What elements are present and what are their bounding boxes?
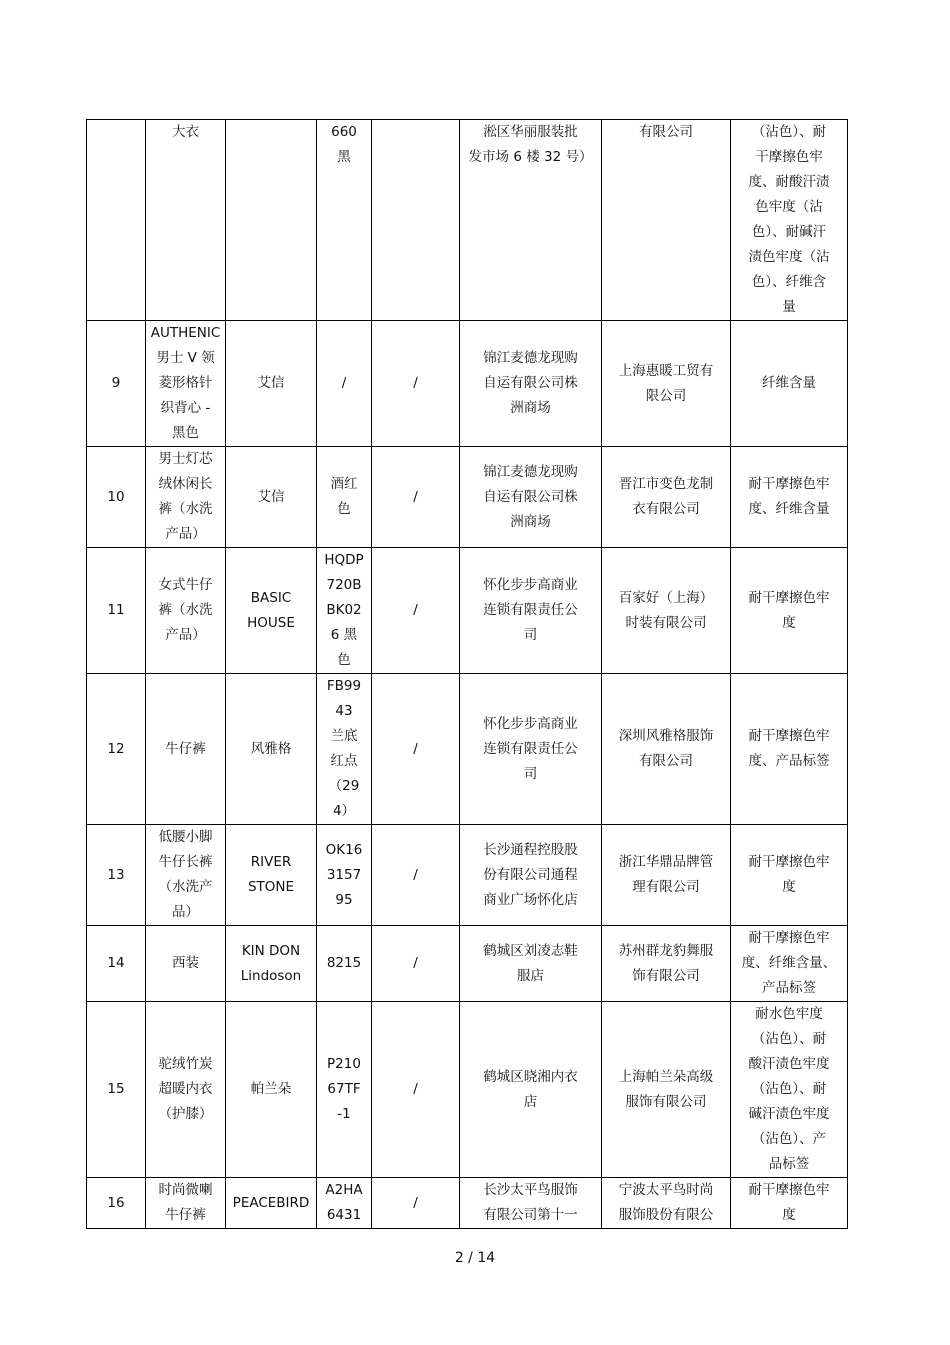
failed-items-cell [731,548,848,674]
product-name-cell [146,926,226,1002]
model-spec-cell [317,120,372,321]
product-name-cell [146,321,226,447]
seller: 淞区华丽服装批 发市场 6 楼 32 号） [468,124,593,165]
brand: 风雅格 [250,740,292,757]
model-spec: P210 67TF -1 [327,1056,361,1122]
table-row [87,825,848,926]
row-number: 16 [107,1194,125,1211]
seller-cell [460,674,602,825]
manufacturer-cell [602,674,731,825]
manufacturer: 百家好（上海） 时装有限公司 [618,589,714,631]
product-name: 男士灯芯 绒休闲长 裤（水洗 产品） [158,451,213,542]
brand-cell [226,1002,317,1178]
brand: BASIC HOUSE [247,589,295,631]
failed-items-cell [731,825,848,926]
row-number-cell [87,1178,146,1229]
failed-items-cell [731,321,848,447]
product-name: 女式牛仔 裤（水洗 产品） [158,577,213,643]
production-date-cell [372,1002,460,1178]
seller: 鹤城区晓湘内衣 店 [483,1068,578,1110]
failed-items-cell [731,674,848,825]
production-date: / [413,740,418,757]
brand-cell [226,548,317,674]
model-spec: HQDP 720B BK02 6 黑 色 [324,552,364,668]
manufacturer-cell [602,825,731,926]
row-number: 13 [107,866,125,883]
seller: 怀化步步高商业 连锁有限责任公 司 [483,715,578,782]
model-spec: 8215 [326,955,362,971]
production-date: / [413,375,418,391]
failed-items: 耐干摩擦色牢 度 [748,589,830,631]
table-body [87,120,848,1229]
product-name-cell [146,825,226,926]
production-date-cell [372,674,460,825]
model-spec-cell [317,447,372,548]
row-number-cell [87,1002,146,1178]
product-name-cell [146,447,226,548]
manufacturer: 浙江华鼎品牌管 理有限公司 [618,854,714,895]
seller-cell [460,1002,602,1178]
brand: PEACEBIRD [232,1194,310,1211]
row-number-cell [87,120,146,321]
manufacturer: 宁波太平鸟时尚 服饰股份有限公 [618,1182,714,1223]
failed-items-cell [731,447,848,548]
seller: 锦江麦德龙现购 自运有限公司株 洲商场 [483,350,578,416]
product-table [86,119,848,1229]
seller-cell [460,321,602,447]
production-date: / [413,1081,418,1097]
production-date-cell [372,1178,460,1229]
product-name-cell [146,1178,226,1229]
failed-items-cell [731,1002,848,1178]
seller-cell [460,548,602,674]
production-date: / [413,955,418,971]
manufacturer-cell [602,321,731,447]
brand-cell [226,825,317,926]
production-date-cell [372,447,460,548]
manufacturer: 有限公司 [639,124,693,140]
product-name: 驼绒竹炭 超暖内衣 （护膝） [158,1056,213,1122]
product-name: AUTHENIC 男士 V 领 菱形格针 织背心 - 黑色 [150,325,221,441]
model-spec: 酒红 色 [330,476,358,517]
brand: 艾信 [257,375,285,391]
seller-cell [460,120,602,321]
production-date: / [413,866,418,883]
row-number-cell [87,926,146,1002]
row-number-cell [87,548,146,674]
model-spec: OK16 3157 95 [325,841,363,908]
seller-cell [460,926,602,1002]
table-row [87,1178,848,1229]
seller: 长沙太平鸟服饰 有限公司第十一 [483,1182,578,1223]
model-spec: / [341,375,347,391]
seller-cell [460,825,602,926]
production-date-cell [372,120,460,321]
seller-cell [460,1178,602,1229]
manufacturer-cell [602,447,731,548]
production-date-cell [372,825,460,926]
brand: KIN DON Lindoson [240,942,302,984]
seller: 锦江麦德龙现购 自运有限公司株 洲商场 [483,463,578,530]
brand: 帕兰朵 [250,1081,292,1097]
manufacturer: 上海帕兰朵高级 服饰有限公司 [618,1068,714,1110]
seller: 鹤城区刘凌志鞋 服店 [483,942,578,984]
model-spec: FB99 43 兰底 红点 （29 4） [326,678,362,819]
row-number-cell [87,447,146,548]
failed-items-cell [731,926,848,1002]
brand-cell [226,1178,317,1229]
brand-cell [226,447,317,548]
product-name-cell [146,674,226,825]
product-name: 牛仔裤 [165,740,206,757]
row-number: 10 [107,488,125,505]
seller: 怀化步步高商业 连锁有限责任公 司 [483,577,578,643]
failed-items: （沾色）、耐 干摩擦色牢 度、耐酸汗渍 色牢度（沾 色）、耐碱汗 渍色牢度（沾 色）、纤维含 量 [748,124,830,315]
manufacturer: 上海惠暖工贸有 限公司 [618,362,714,404]
manufacturer-cell [602,1002,731,1178]
row-number: 15 [107,1081,125,1097]
table-row [87,321,848,447]
table-row [87,548,848,674]
manufacturer: 晋江市变色龙制 衣有限公司 [618,476,714,517]
production-date: / [413,488,418,505]
manufacturer-cell [602,548,731,674]
brand: 艾信 [257,488,285,505]
row-number: 11 [107,602,125,618]
page-number: 2 / 14 [454,1250,496,1266]
row-number-cell [87,674,146,825]
brand-cell [226,120,317,321]
row-number: 14 [107,955,125,971]
failed-items: 耐干摩擦色牢 度、纤维含量、 产品标签 [741,930,837,996]
manufacturer-cell [602,120,731,321]
seller: 长沙通程控股股 份有限公司通程 商业广场怀化店 [483,841,578,908]
brand-cell [226,926,317,1002]
product-name: 低腰小脚 牛仔长裤 （水洗产 品） [158,829,213,920]
production-date-cell [372,926,460,1002]
production-date-cell [372,548,460,674]
failed-items: 耐干摩擦色牢 度、纤维含量 [748,476,830,517]
manufacturer-cell [602,926,731,1002]
model-spec-cell [317,321,372,447]
table-row [87,447,848,548]
production-date: / [413,602,418,618]
product-name-cell [146,1002,226,1178]
product-name: 大衣 [172,124,199,140]
failed-items-cell [731,1178,848,1229]
model-spec-cell [317,1002,372,1178]
failed-items-cell [731,120,848,321]
model-spec: A2HA 6431 [325,1182,363,1223]
row-number-cell [87,321,146,447]
failed-items: 耐干摩擦色牢 度 [748,854,830,895]
model-spec: 660 黑 [331,124,357,165]
product-name: 西装 [172,955,199,971]
row-number: 12 [107,740,125,757]
production-date: / [413,1194,418,1211]
product-name-cell [146,120,226,321]
manufacturer-cell [602,1178,731,1229]
brand-cell [226,321,317,447]
manufacturer: 深圳风雅格服饰 有限公司 [618,728,714,769]
product-name-cell [146,548,226,674]
row-number-cell [87,825,146,926]
product-name: 时尚微喇 牛仔裤 [158,1182,213,1223]
brand: RIVER STONE [247,854,295,895]
table-row [87,1002,848,1178]
table-row [87,926,848,1002]
seller-cell [460,447,602,548]
failed-items: 耐水色牢度 （沾色）、耐 酸汗渍色牢度 （沾色）、耐 碱汗渍色牢度 （沾色）、产 品标签 [748,1006,830,1172]
model-spec-cell [317,548,372,674]
production-date-cell [372,321,460,447]
failed-items: 耐干摩擦色牢 度 [748,1182,830,1223]
manufacturer: 苏州群龙豹舞服 饰有限公司 [618,942,714,984]
failed-items: 纤维含量 [762,375,816,391]
model-spec-cell [317,674,372,825]
model-spec-cell [317,926,372,1002]
model-spec-cell [317,825,372,926]
table-row [87,120,848,321]
brand-cell [226,674,317,825]
model-spec-cell [317,1178,372,1229]
failed-items: 耐干摩擦色牢 度、产品标签 [748,728,830,769]
table-row [87,674,848,825]
row-number: 9 [111,375,121,391]
